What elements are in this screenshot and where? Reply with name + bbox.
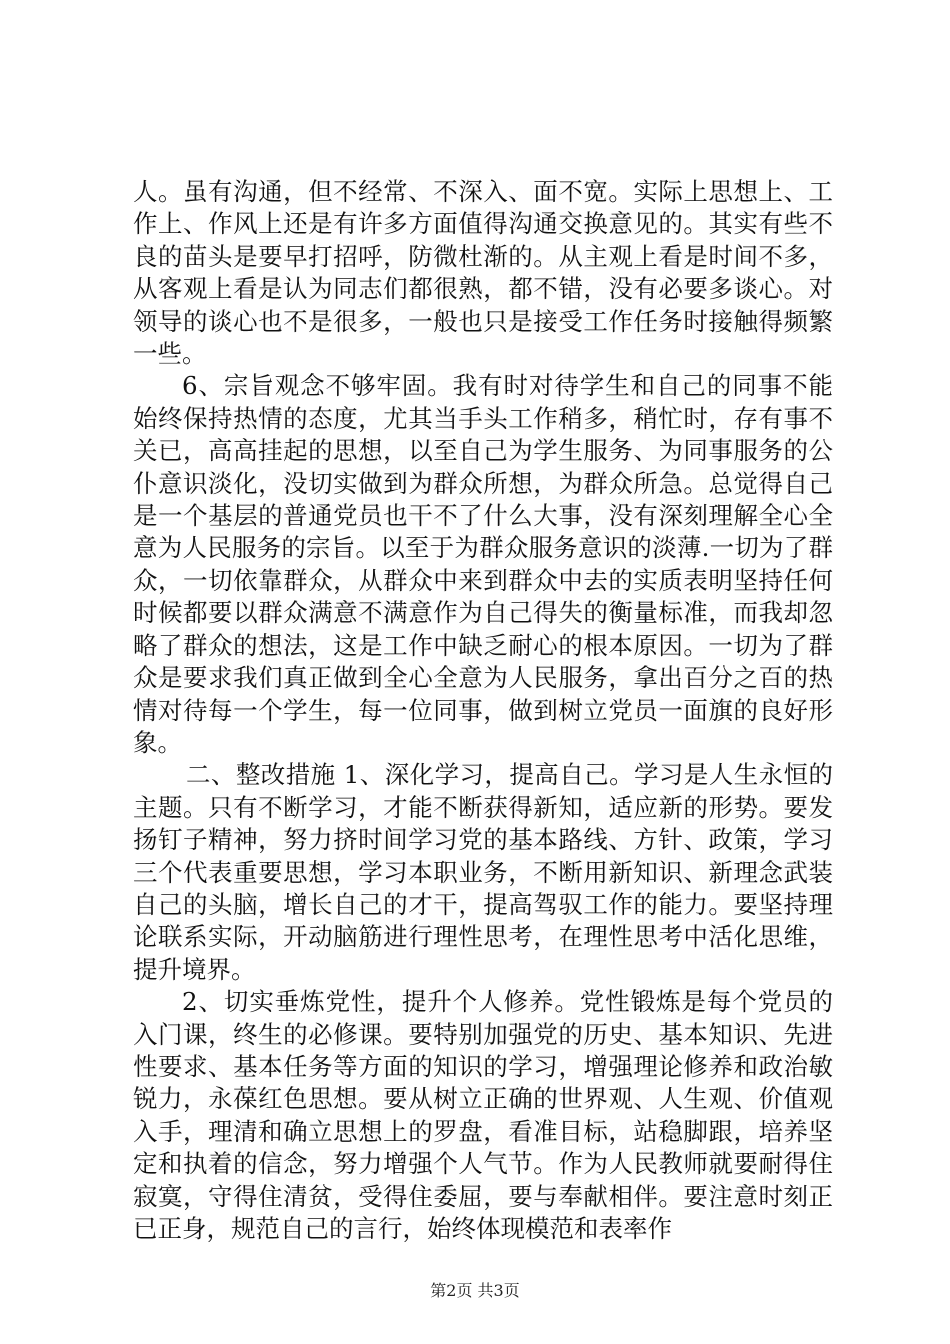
- paragraph-section-2: 二、整改措施 1、深化学习，提高自己。学习是人生永恒的主题。只有不断学习，才能不断获得新知，适应新的形势。要发扬钉子精神，努力挤时间学习党的基本路线、方针、政策，学习三个代表重要思想，学习本职业务，不断用新知识、新理念武装自己的头脑，增长自己的才干，提高驾驭工作的能力。要坚持理论联系实际，开动脑筋进行理性思考，在理性思考中活化思维，提升境界。: [133, 760, 833, 984]
- page-footer: 第2页 共3页: [430, 1281, 520, 1300]
- paragraph-item-6: 6、宗旨观念不够牢固。我有时对待学生和自己的同事不能始终保持热情的态度，尤其当手头工作稍多，稍忙时，存有事不关已，高高挂起的思想，以至自己为学生服务、为同事服务的公仆意识淡化，没切实做到为群众所想，为群众所急。总觉得自己是一个基层的普通党员也干不了什么大事，没有深刻理解全心全意为人民服务的宗旨。以至于为群众服务意识的淡薄.一切为了群众，一切依靠群众，从群众中来到群众中去的实质表明坚持任何时候都要以群众满意不满意作为自己得失的衡量标准，而我却忽略了群众的想法，这是工作中缺乏耐心的根本原因。一切为了群众是要求我们真正做到全心全意为人民服务，拿出百分之百的热情对待每一个学生，每一位同事，做到树立党员一面旗的良好形象。: [133, 371, 833, 757]
- document-body: [133, 176, 833, 1245]
- paragraph-continuation: 人。虽有沟通，但不经常、不深入、面不宽。实际上思想上、工作上、作风上还是有许多方面值得沟通交换意见的。其实有些不良的苗头是要早打招呼，防微杜渐的。从主观上看是时间不多，从客观上看是认为同志们都很熟，都不错，没有必要多谈心。对领导的谈心也不是很多，一般也只是接受工作任务时接触得频繁一些。: [133, 177, 833, 369]
- paragraph-item-2: 2、切实垂炼党性，提升个人修养。党性锻炼是每个党员的入门课，终生的必修课。要特别加强党的历史、基本知识、先进性要求、基本任务等方面的知识的学习，增强理论修养和政治敏锐力，永葆红色思想。要从树立正确的世界观、人生观、价值观入手，理清和确立思想上的罗盘，看准目标，站稳脚跟，培养坚定和执着的信念，努力增强个人气节。作为人民教师就要耐得住寂寞，守得住清贫，受得住委屈，要与奉献相伴。要注意时刻正已正身，规范自己的言行，始终体现模范和表率作: [133, 987, 833, 1243]
